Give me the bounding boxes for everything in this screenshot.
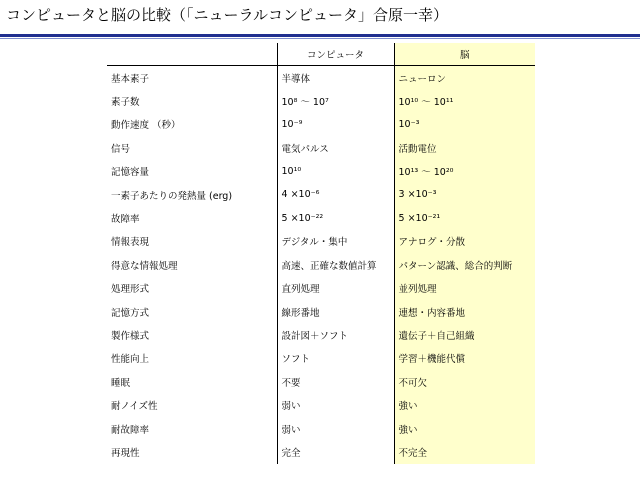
row-label: 睡眠 — [111, 377, 131, 389]
row-label: 性能向上 — [111, 354, 150, 366]
header-label-column — [107, 43, 277, 66]
brain-value: 強い — [394, 393, 535, 416]
brain-value: 連想・内容番地 — [394, 300, 535, 323]
table-row — [107, 253, 535, 276]
table-row — [107, 440, 535, 463]
row-label: 再現性 — [111, 447, 140, 459]
table-row — [107, 347, 535, 370]
row-label: 一素子あたりの発熱量 (erg) — [111, 190, 233, 202]
table-row — [107, 160, 535, 183]
computer-value: 5 ×10⁻²² — [277, 206, 394, 229]
computer-value: 直列処理 — [277, 277, 394, 300]
computer-value: 電気パルス — [277, 136, 394, 159]
brain-value: 10¹⁰ ～ 10¹¹ — [394, 89, 535, 112]
row-label: 基本素子 — [111, 73, 150, 85]
brain-value: 10⁻³ — [394, 113, 535, 136]
table-row — [107, 370, 535, 393]
computer-value: ソフト — [277, 347, 394, 370]
table-row — [107, 393, 535, 416]
brain-value: 遺伝子＋自己組織 — [394, 323, 535, 346]
table-body — [107, 66, 535, 464]
brain-value: 強い — [394, 417, 535, 440]
computer-value: 10¹⁰ — [277, 160, 394, 183]
brain-value: ニューロン — [394, 66, 535, 90]
table-row — [107, 323, 535, 346]
title-rule — [0, 34, 640, 37]
computer-value: 高速、正確な数値計算 — [277, 253, 394, 276]
table-row — [107, 277, 535, 300]
brain-value: パターン認識、総合的判断 — [394, 253, 535, 276]
computer-value: 半導体 — [277, 66, 394, 90]
brain-value: 5 ×10⁻²¹ — [394, 206, 535, 229]
title-rule-thin — [0, 38, 640, 39]
brain-value: 不完全 — [394, 440, 535, 463]
table-header-row — [107, 43, 535, 66]
brain-value: 活動電位 — [394, 136, 535, 159]
table-row — [107, 113, 535, 136]
computer-value: 不要 — [277, 370, 394, 393]
brain-value: アナログ・分散 — [394, 230, 535, 253]
computer-value: 弱い — [277, 417, 394, 440]
computer-value: 弱い — [277, 393, 394, 416]
brain-value: 学習＋機能代償 — [394, 347, 535, 370]
row-label: 得意な情報処理 — [111, 260, 178, 272]
row-label: 処理形式 — [111, 284, 150, 296]
brain-value: 3 ×10⁻³ — [394, 183, 535, 206]
table-row — [107, 417, 535, 440]
row-label: 動作速度 （秒） — [111, 120, 181, 132]
row-label: 信号 — [111, 143, 131, 155]
computer-value: 4 ×10⁻⁶ — [277, 183, 394, 206]
table-row — [107, 230, 535, 253]
computer-value: 線形番地 — [277, 300, 394, 323]
row-label: 耐故障率 — [111, 424, 150, 436]
header-computer: コンピュータ — [277, 43, 394, 66]
row-label: 記憶方式 — [111, 307, 150, 319]
table-row — [107, 66, 535, 90]
row-label: 記憶容量 — [111, 167, 150, 179]
slide-title: コンピュータと脳の比較（「ニューラルコンピュータ」合原一幸） — [6, 6, 449, 24]
computer-value: 10⁻⁹ — [277, 113, 394, 136]
row-label: 情報表現 — [111, 237, 150, 249]
computer-value: 設計図＋ソフト — [277, 323, 394, 346]
computer-value: 10⁸ ～ 10⁷ — [277, 89, 394, 112]
table-row — [107, 300, 535, 323]
table-row — [107, 136, 535, 159]
comparison-table — [107, 43, 535, 464]
row-label: 製作様式 — [111, 330, 150, 342]
brain-value: 10¹³ ～ 10²⁰ — [394, 160, 535, 183]
header-brain: 脳 — [394, 43, 535, 66]
row-label: 故障率 — [111, 214, 140, 226]
brain-value: 不可欠 — [394, 370, 535, 393]
computer-value: 完全 — [277, 440, 394, 463]
row-label: 素子数 — [111, 97, 140, 109]
table-row — [107, 206, 535, 229]
brain-value: 並列処理 — [394, 277, 535, 300]
computer-value: デジタル・集中 — [277, 230, 394, 253]
table-row — [107, 89, 535, 112]
table-row — [107, 183, 535, 206]
row-label: 耐ノイズ性 — [111, 401, 158, 413]
